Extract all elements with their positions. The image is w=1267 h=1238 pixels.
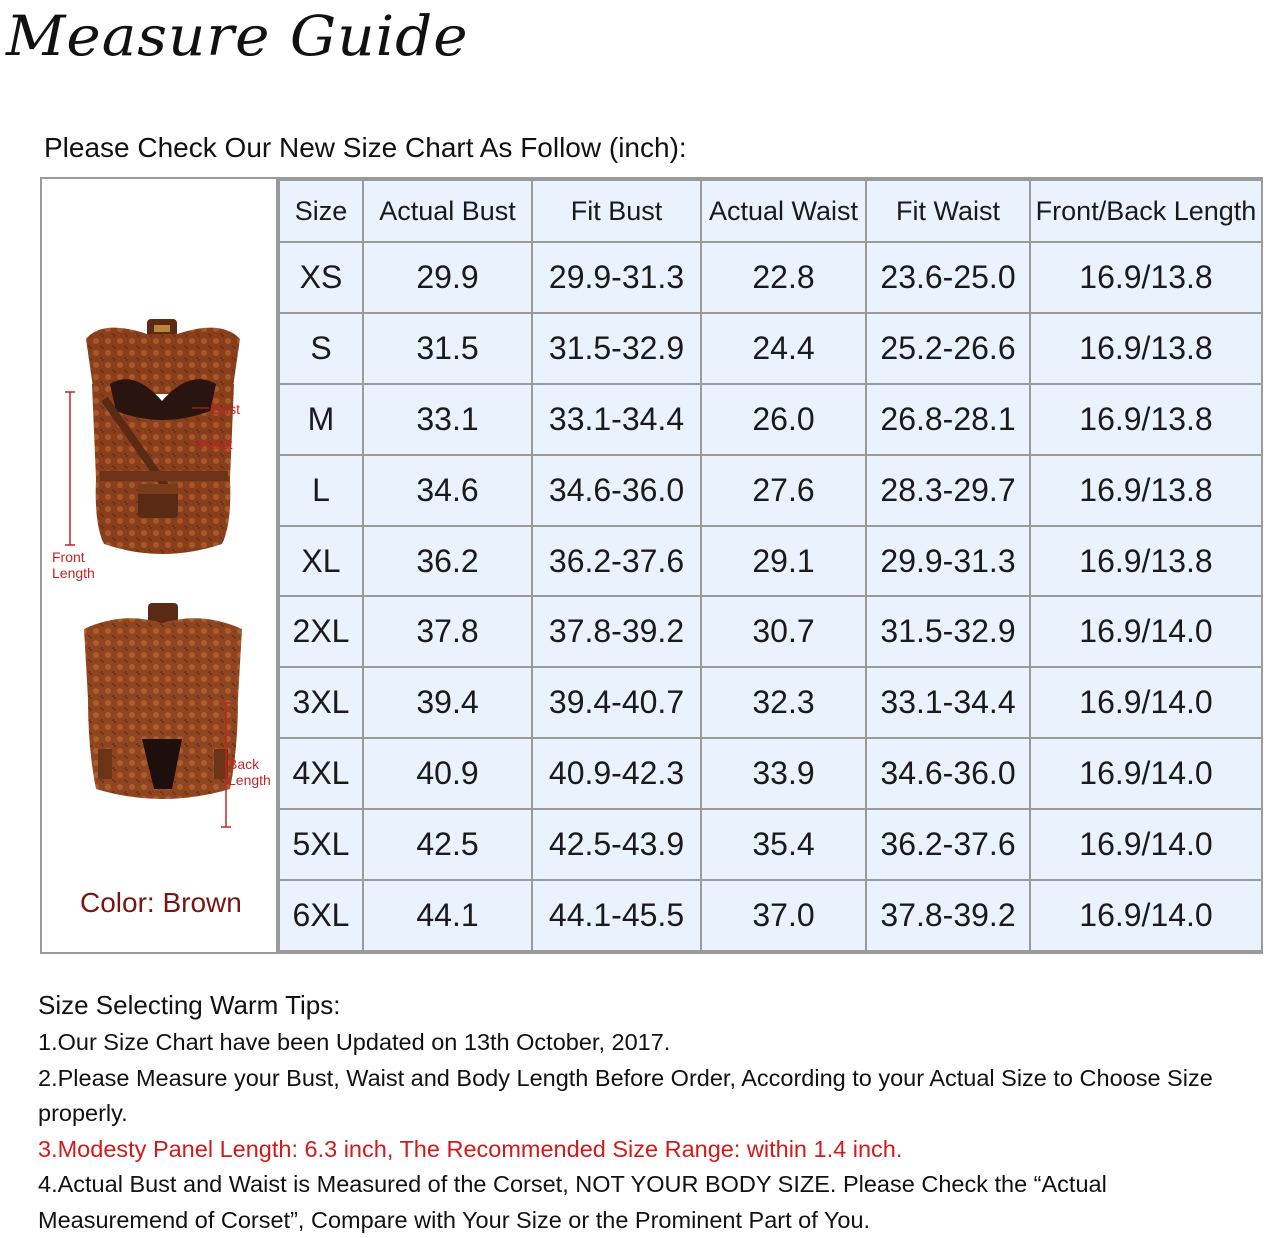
- table-cell: 33.9: [701, 738, 866, 809]
- table-cell: 37.8-39.2: [866, 880, 1030, 951]
- table-cell: 31.5-32.9: [866, 596, 1030, 667]
- column-header: Front/Back Length: [1030, 180, 1262, 242]
- table-cell: 31.5-32.9: [532, 313, 701, 384]
- table-cell: 32.3: [701, 667, 866, 738]
- column-header: Actual Waist: [701, 180, 866, 242]
- table-cell: 42.5: [363, 809, 532, 880]
- size-cell: XS: [279, 242, 363, 313]
- table-cell: 39.4: [363, 667, 532, 738]
- table-cell: 16.9/13.8: [1030, 242, 1262, 313]
- column-header: Fit Waist: [866, 180, 1030, 242]
- table-cell: 26.0: [701, 384, 866, 455]
- table-cell: 31.5: [363, 313, 532, 384]
- table-cell: 33.1: [363, 384, 532, 455]
- table-cell: 37.8: [363, 596, 532, 667]
- table-row: [279, 384, 1262, 455]
- table-cell: 22.8: [701, 242, 866, 313]
- front-length-label: [52, 549, 95, 581]
- column-header: Actual Bust: [363, 180, 532, 242]
- table-cell: 16.9/14.0: [1030, 738, 1262, 809]
- table-row: [279, 809, 1262, 880]
- front-length-label-line2: Length: [52, 565, 95, 581]
- size-cell: 3XL: [279, 667, 363, 738]
- table-row: [279, 313, 1262, 384]
- table-cell: 40.9-42.3: [532, 738, 701, 809]
- color-label: Color: Brown: [80, 887, 242, 918]
- tip-item: 1.Our Size Chart have been Updated on 13th October, 2017.: [38, 1029, 671, 1055]
- table-cell: 29.9-31.3: [866, 526, 1030, 597]
- table-cell: 26.8-28.1: [866, 384, 1030, 455]
- size-cell: S: [279, 313, 363, 384]
- table-cell: 16.9/14.0: [1030, 809, 1262, 880]
- back-length-label-line1: Back: [228, 756, 260, 772]
- table-cell: 16.9/13.8: [1030, 384, 1262, 455]
- size-chart-caption: Please Check Our New Size Chart As Follow (inch):: [44, 132, 687, 163]
- size-cell: 2XL: [279, 596, 363, 667]
- table-cell: 29.1: [701, 526, 866, 597]
- back-length-label-line2: Length: [228, 772, 271, 788]
- table-cell: 42.5-43.9: [532, 809, 701, 880]
- table-cell: 44.1: [363, 880, 532, 951]
- size-cell: XL: [279, 526, 363, 597]
- table-cell: 23.6-25.0: [866, 242, 1030, 313]
- table-cell: 36.2-37.6: [532, 526, 701, 597]
- table-cell: 36.2: [363, 526, 532, 597]
- size-cell: 4XL: [279, 738, 363, 809]
- size-cell: M: [279, 384, 363, 455]
- size-chart-table: [278, 179, 1263, 952]
- corset-back-image: [42, 589, 278, 849]
- table-row: [279, 880, 1262, 951]
- page-heading: Measure Guide: [6, 3, 469, 69]
- table-cell: 29.9-31.3: [532, 242, 701, 313]
- table-row: [279, 455, 1262, 526]
- table-cell: 16.9/13.8: [1030, 313, 1262, 384]
- table-cell: 28.3-29.7: [866, 455, 1030, 526]
- table-cell: 40.9: [363, 738, 532, 809]
- table-cell: 35.4: [701, 809, 866, 880]
- table-cell: 16.9/13.8: [1030, 455, 1262, 526]
- table-cell: 30.7: [701, 596, 866, 667]
- table-row: [279, 667, 1262, 738]
- column-header: Size: [279, 180, 363, 242]
- front-length-label-line1: Front: [52, 549, 85, 565]
- column-header: Fit Bust: [532, 180, 701, 242]
- table-cell: 33.1-34.4: [866, 667, 1030, 738]
- table-row: [279, 596, 1262, 667]
- table-cell: 44.1-45.5: [532, 880, 701, 951]
- table-cell: 36.2-37.6: [866, 809, 1030, 880]
- bust-label: Bust: [212, 401, 241, 417]
- size-cell: 6XL: [279, 880, 363, 951]
- back-length-label: [228, 756, 271, 788]
- table-cell: 33.1-34.4: [532, 384, 701, 455]
- table-cell: 16.9/14.0: [1030, 667, 1262, 738]
- table-cell: 27.6: [701, 455, 866, 526]
- size-tips: [38, 990, 1248, 1238]
- tip-item-highlight: 3.Modesty Panel Length: 6.3 inch, The Recommended Size Range: within 1.4 inch.: [38, 1135, 903, 1162]
- table-cell: 39.4-40.7: [532, 667, 701, 738]
- table-row: [279, 526, 1262, 597]
- table-cell: 34.6-36.0: [532, 455, 701, 526]
- tips-title: Size Selecting Warm Tips:: [38, 990, 341, 1020]
- size-cell: L: [279, 455, 363, 526]
- tip-item: 2.Please Measure your Bust, Waist and Body Length Before Order, According to your Actual Size to Choose Size properly.: [38, 1064, 1213, 1126]
- table-cell: 16.9/14.0: [1030, 880, 1262, 951]
- corset-image-panel: [42, 179, 278, 952]
- table-row: [279, 242, 1262, 313]
- table-cell: 29.9: [363, 242, 532, 313]
- table-cell: 37.0: [701, 880, 866, 951]
- corset-front-image: [42, 179, 278, 579]
- table-cell: 34.6: [363, 455, 532, 526]
- tip-item: 4.Actual Bust and Waist is Measured of the Corset, NOT YOUR BODY SIZE. Please Check the “Actual Measuremend of Corset”, Compare with Your Size or the Prominent Part of You.: [38, 1171, 1107, 1233]
- table-cell: 34.6-36.0: [866, 738, 1030, 809]
- table-cell: 25.2-26.6: [866, 313, 1030, 384]
- table-cell: 24.4: [701, 313, 866, 384]
- table-header-row: [279, 180, 1262, 242]
- table-cell: 16.9/13.8: [1030, 526, 1262, 597]
- size-chart-frame: [40, 177, 1263, 954]
- waist-label: Waist: [198, 436, 233, 452]
- size-cell: 5XL: [279, 809, 363, 880]
- table-row: [279, 738, 1262, 809]
- table-cell: 37.8-39.2: [532, 596, 701, 667]
- table-cell: 16.9/14.0: [1030, 596, 1262, 667]
